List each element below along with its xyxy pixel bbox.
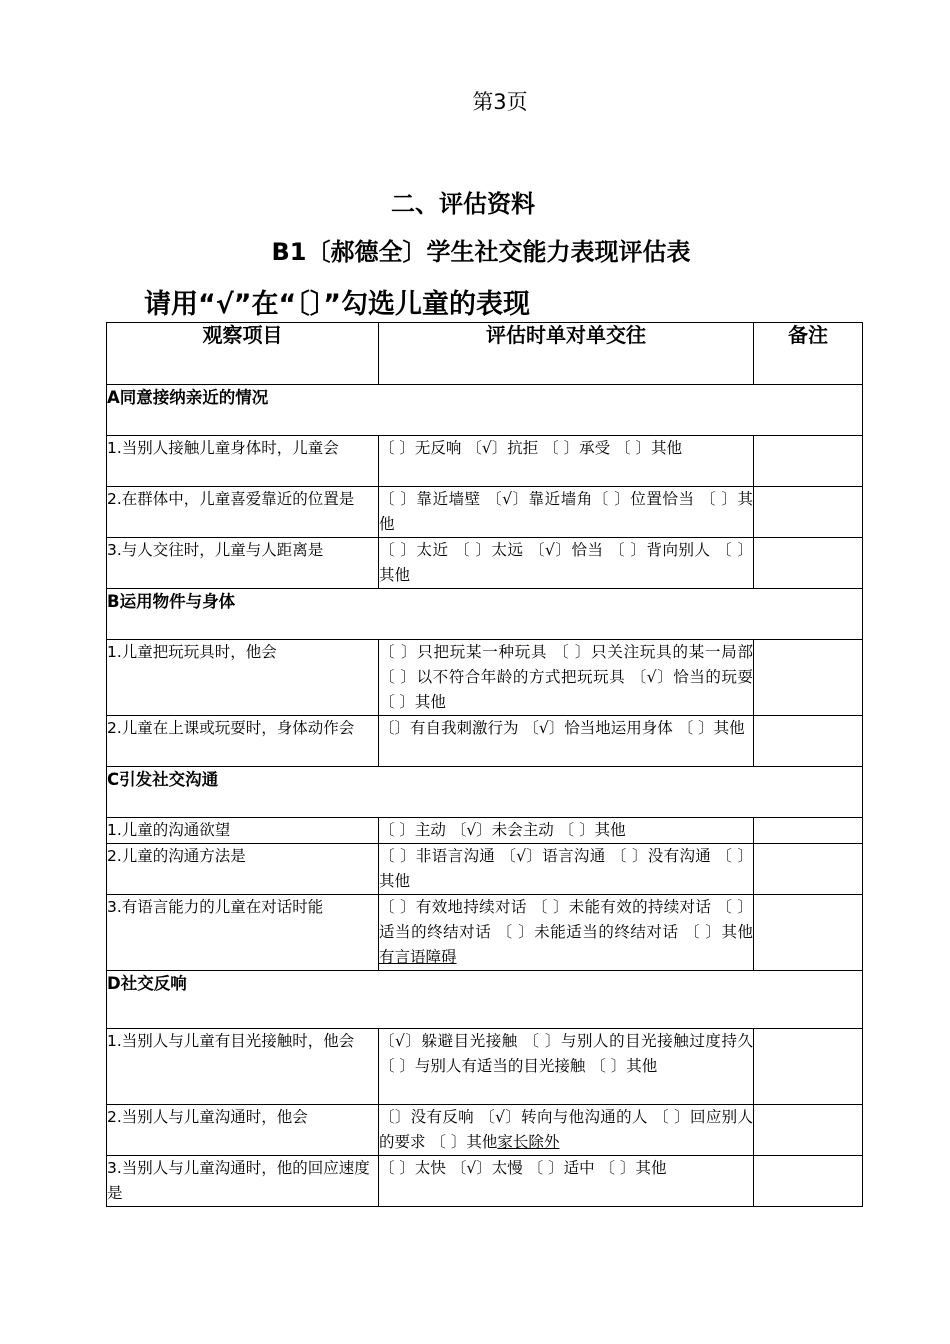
table-row [107,1156,863,1207]
table-row [107,487,863,538]
note-cell [754,1029,863,1105]
page-number: 第3页 [472,90,528,114]
table-row [107,716,863,767]
item-cell: 1.当别人接触儿童身体时，儿童会 [107,436,379,487]
item-cell: 1.当别人与儿童有目光接触时，他会 [107,1029,379,1105]
handwritten-remark: 家长除外 [497,1133,560,1151]
section-title-b: B运用物件与身体 [107,589,863,640]
instruction-text: 请用“√”在“〔〕”勾选儿童的表现 [144,289,530,320]
options-cell: 〔 〕无反响 〔√〕抗拒 〔 〕承受 〔 〕其他 [379,436,754,487]
table-row [107,1105,863,1156]
options-cell: 〔〕有自我刺激行为 〔√〕恰当地运用身体 〔 〕其他 [379,716,754,767]
table-row [107,895,863,971]
note-cell [754,895,863,971]
options-cell [379,1105,754,1156]
note-cell [754,640,863,716]
section-title-a: A同意接纳亲近的情况 [107,385,863,436]
options-cell: 〔 〕靠近墙壁 〔√〕靠近墙角〔 〕位置恰当 〔 〕其他 [379,487,754,538]
table-row [107,640,863,716]
column-header-notes: 备注 [754,323,863,385]
options-cell: 〔 〕太近 〔 〕太远 〔√〕恰当 〔 〕背向别人 〔 〕其他 [379,538,754,589]
item-cell: 2.在群体中，儿童喜爱靠近的位置是 [107,487,379,538]
note-cell [754,538,863,589]
options-text: 〔 〕有效地持续对话 〔 〕未能有效的持续对话 〔 〕适当的终结对话 〔 〕未能适当的终结对话 〔 〕其他 [379,898,753,941]
note-cell [754,844,863,895]
options-cell: 〔 〕太快 〔√〕太慢 〔 〕适中 〔 〕其他 [379,1156,754,1207]
form-title: B1〔郝德全〕学生社交能力表现评估表 [271,238,691,266]
item-cell: 3.与人交往时，儿童与人距离是 [107,538,379,589]
table-row [107,818,863,844]
item-cell: 3.当别人与儿童沟通时，他的回应速度是 [107,1156,379,1207]
table-row [107,538,863,589]
section-title-d: D社交反响 [107,971,863,1029]
table-row [107,1029,863,1105]
header-row [107,323,863,385]
item-cell: 1.儿童把玩玩具时，他会 [107,640,379,716]
note-cell [754,1105,863,1156]
section-row-a [107,385,863,436]
item-cell: 3.有语言能力的儿童在对话时能 [107,895,379,971]
section-row-c [107,767,863,818]
table-row [107,436,863,487]
table-row [107,844,863,895]
options-cell: 〔 〕非语言沟通 〔√〕语言沟通 〔 〕没有沟通 〔 〕其他 [379,844,754,895]
column-header-assessment: 评估时单对单交往 [379,323,754,385]
options-text: 〔〕没有反响 〔√〕转向与他沟通的人 〔 〕回应别人的要求 〔 〕其他 [379,1108,753,1151]
note-cell [754,436,863,487]
section-heading: 二、评估资料 [391,190,535,218]
note-cell [754,818,863,844]
section-row-b [107,589,863,640]
handwritten-remark: 有言语障碍 [379,948,457,966]
item-cell: 1.儿童的沟通欲望 [107,818,379,844]
options-cell [379,895,754,971]
note-cell [754,487,863,538]
options-cell: 〔√〕躲避目光接触 〔 〕与别人的目光接触过度持久〔 〕与别人有适当的目光接触 〔 〕其他 [379,1029,754,1105]
note-cell [754,716,863,767]
note-cell [754,1156,863,1207]
options-cell: 〔 〕主动 〔√〕未会主动 〔 〕其他 [379,818,754,844]
item-cell: 2.儿童在上课或玩耍时，身体动作会 [107,716,379,767]
options-cell: 〔 〕只把玩某一种玩具 〔 〕只关注玩具的某一局部 〔 〕以不符合年龄的方式把玩玩具 〔√〕恰当的玩耍 〔 〕其他 [379,640,754,716]
item-cell: 2.儿童的沟通方法是 [107,844,379,895]
column-header-item: 观察项目 [107,323,379,385]
section-row-d [107,971,863,1029]
item-cell: 2.当别人与儿童沟通时，他会 [107,1105,379,1156]
section-title-c: C引发社交沟通 [107,767,863,818]
assessment-table [106,322,863,1207]
